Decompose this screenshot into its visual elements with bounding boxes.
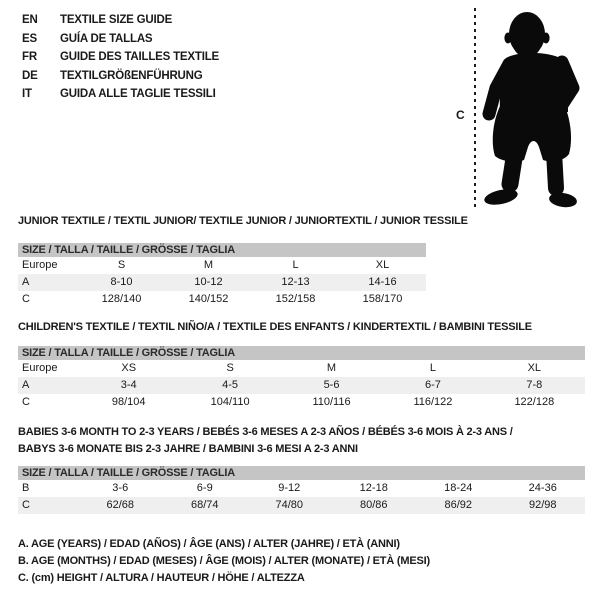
table-cell: 158/170 [362, 293, 403, 305]
language-title: GUIDA ALLE TAGLIE TESSILI [60, 88, 216, 100]
language-title: GUIDE DES TAILLES TEXTILE [60, 51, 219, 63]
section-babies [18, 424, 585, 514]
table-cell: 152/158 [275, 293, 316, 305]
height-measure-dashed-line [474, 8, 476, 208]
table-cell: 122/128 [514, 396, 555, 408]
toddler-silhouette-icon [478, 4, 598, 216]
size-table-header: SIZE / TALLA / TAILLE / GRÖSSE / TAGLIA [18, 346, 585, 360]
language-code: DE [22, 69, 38, 82]
table-cell: 62/68 [106, 499, 135, 511]
table-cell: 74/80 [275, 499, 304, 511]
row-label: C [22, 396, 30, 408]
language-row-it [22, 85, 219, 104]
table-cell: 14-16 [368, 276, 397, 288]
table-cell: 92/98 [528, 499, 557, 511]
table-cell: S [226, 362, 234, 374]
language-row-es [22, 30, 219, 49]
table-cell: 5-6 [323, 379, 340, 391]
section-children [18, 321, 585, 411]
footnote-c: C. (cm) HEIGHT / ALTURA / HAUTEUR / HÖHE / ALTEZZA [18, 572, 305, 584]
table-cell: XL [527, 362, 542, 374]
table-row [18, 291, 426, 308]
footnote-a: A. AGE (YEARS) / EDAD (AÑOS) / ÂGE (ANS) / ALTER (JAHRE) / ETÀ (ANNI) [18, 538, 400, 550]
table-cell: M [203, 259, 214, 271]
table-cell: L [429, 362, 436, 374]
row-label: A [22, 379, 30, 391]
table-cell: 86/92 [444, 499, 473, 511]
language-code: FR [22, 51, 37, 63]
table-cell: 7-8 [526, 379, 543, 391]
language-code: ES [22, 32, 37, 45]
table-cell: 140/152 [188, 293, 229, 305]
table-cell: 4-5 [222, 379, 239, 391]
table-cell: 8-10 [110, 276, 133, 288]
footnotes-block [18, 536, 430, 587]
row-label: Europe [22, 362, 58, 374]
language-row-en [22, 11, 219, 30]
language-row-fr [22, 48, 219, 67]
table-cell: M [326, 362, 337, 374]
table-cell: 12-18 [359, 482, 388, 494]
table-row [18, 480, 585, 497]
table-cell: 128/140 [101, 293, 142, 305]
section-title: JUNIOR TEXTILE / TEXTIL JUNIOR/ TEXTILE JUNIOR / JUNIORTEXTIL / JUNIOR TESSILE [18, 215, 468, 227]
footnote-b: B. AGE (MONTHS) / EDAD (MESES) / ÂGE (MOIS) / ALTER (MONATE) / ETÀ (MESI) [18, 555, 430, 567]
language-code: IT [22, 88, 32, 100]
table-cell: 6-7 [424, 379, 441, 391]
table-cell: 10-12 [194, 276, 223, 288]
table-cell: 24-36 [528, 482, 557, 494]
junior-size-table [18, 243, 426, 308]
table-cell: 104/110 [210, 396, 250, 408]
language-title: TEXTILGRÖßENFÜHRUNG [60, 69, 203, 82]
size-table-body [18, 480, 585, 514]
language-row-de [22, 67, 219, 86]
language-title-block [22, 11, 219, 104]
table-row [18, 394, 585, 411]
table-cell: 3-4 [120, 379, 137, 391]
babies-size-table [18, 466, 585, 514]
size-table-body [18, 360, 585, 411]
table-cell: 110/116 [312, 396, 351, 408]
table-cell: 98/104 [111, 396, 146, 408]
language-title: TEXTILE SIZE GUIDE [60, 14, 173, 26]
table-cell: XS [121, 362, 137, 374]
height-measure-label: C [456, 108, 465, 122]
row-label: Europe [22, 259, 58, 271]
row-label: B [22, 482, 30, 494]
table-cell: 12-13 [281, 276, 310, 288]
language-title: GUÍA DE TALLAS [60, 32, 153, 45]
section-title: CHILDREN'S TEXTILE / TEXTIL NIÑO/A / TEXTILE DES ENFANTS / KINDERTEXTIL / BAMBINI TESSILE [18, 321, 532, 333]
table-row [18, 257, 426, 274]
table-cell: 18-24 [444, 482, 473, 494]
row-label: C [22, 293, 30, 305]
size-table-body [18, 257, 426, 308]
section-junior [18, 215, 468, 308]
table-cell: 68/74 [190, 499, 219, 511]
table-row [18, 360, 585, 377]
table-cell: 3-6 [112, 482, 129, 494]
table-cell: 116/122 [413, 396, 453, 408]
section-title-line-2: BABYS 3-6 MONATE BIS 2-3 JAHRE / BAMBINI 3-6 MESI A 2-3 ANNI [18, 443, 358, 455]
section-title-line-1: BABIES 3-6 MONTH TO 2-3 YEARS / BEBÉS 3-6 MESES A 2-3 AÑOS / BÉBÉS 3-6 MOIS À 2-3 ANS / [18, 426, 513, 438]
table-row [18, 274, 426, 291]
table-cell: L [292, 259, 299, 271]
table-cell: 80/86 [359, 499, 388, 511]
table-cell: S [117, 259, 126, 271]
table-row [18, 377, 585, 394]
children-size-table [18, 346, 585, 411]
size-table-header: SIZE / TALLA / TAILLE / GRÖSSE / TAGLIA [18, 466, 585, 480]
table-row [18, 497, 585, 514]
table-cell: 9-12 [278, 482, 301, 494]
row-label: A [22, 276, 30, 288]
table-cell: XL [375, 259, 390, 271]
language-code: EN [22, 14, 38, 26]
table-cell: 6-9 [196, 482, 213, 494]
row-label: C [22, 499, 30, 511]
size-table-header: SIZE / TALLA / TAILLE / GRÖSSE / TAGLIA [18, 243, 426, 257]
